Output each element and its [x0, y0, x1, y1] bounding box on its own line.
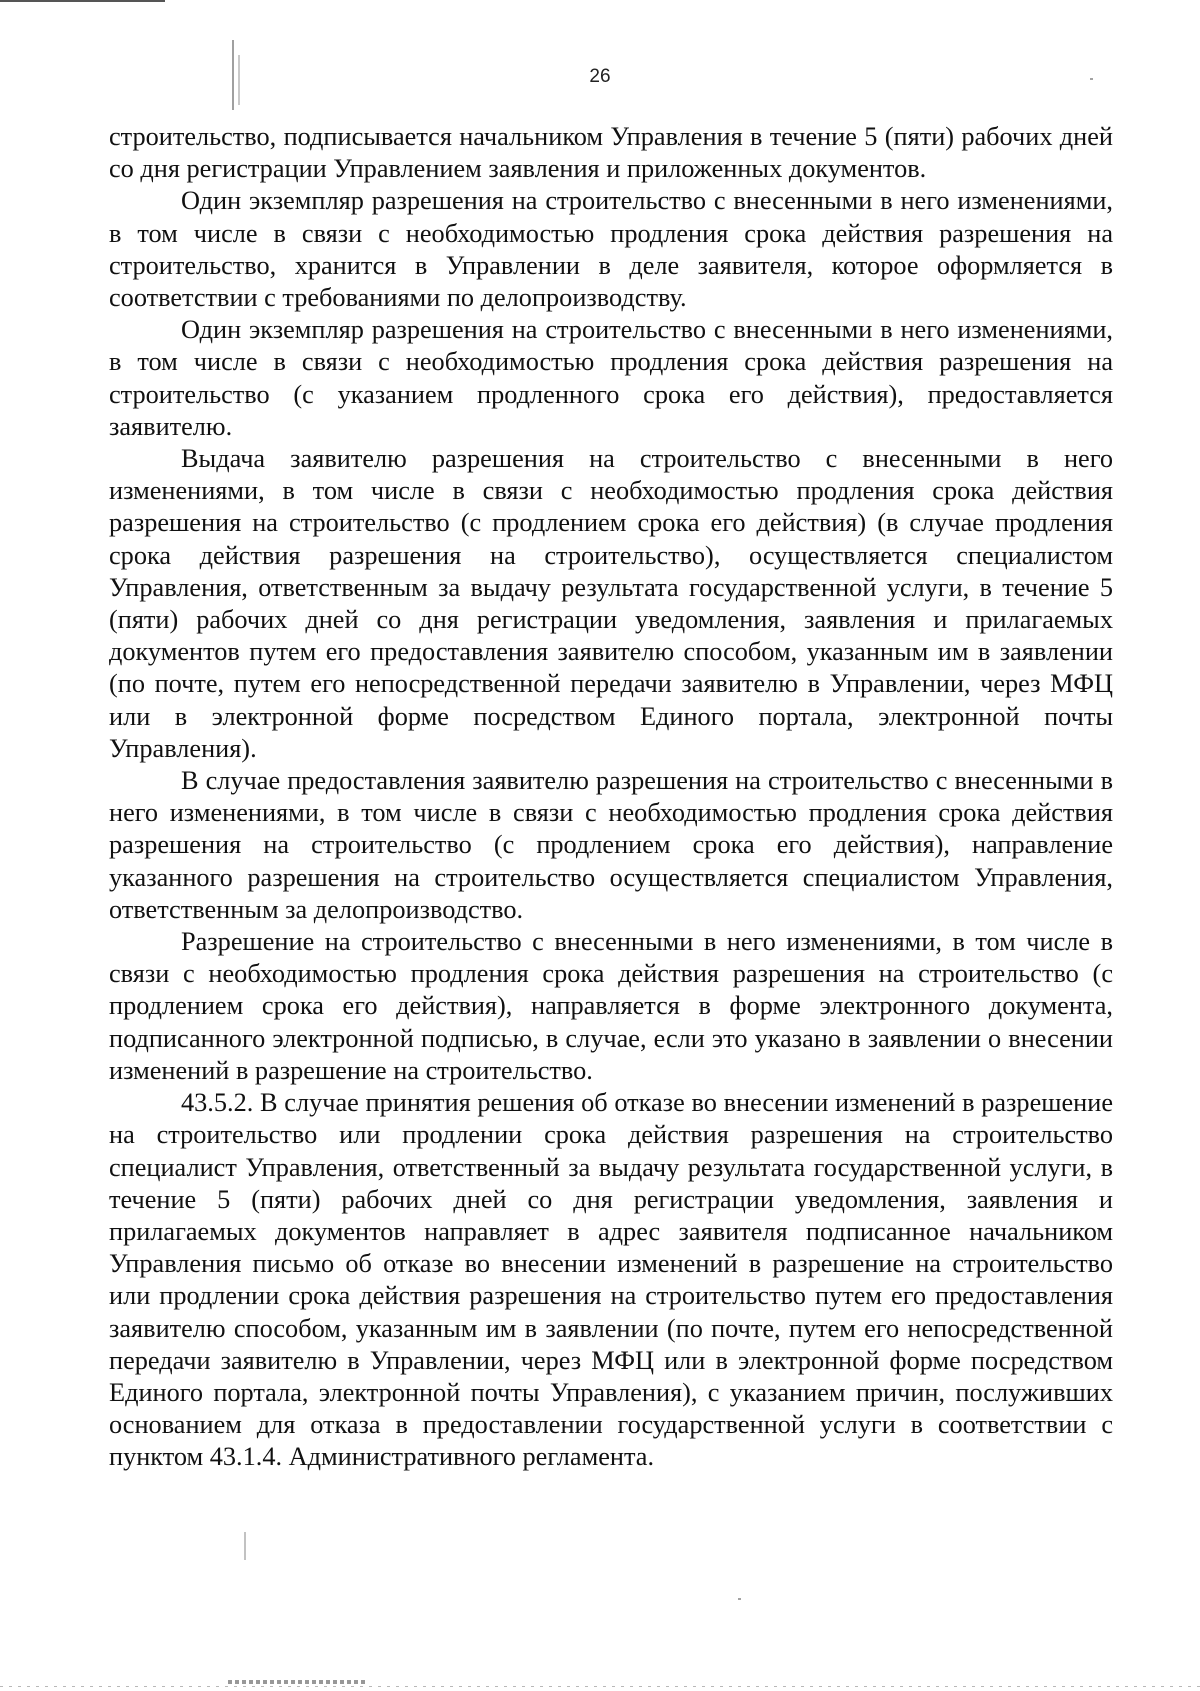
- paragraph: Разрешение на строительство с внесенными в него изменениями, в том числе в связи с необходимостью продления срока действия разрешения на строительство (с продлением срока его действия), направляется в форме электронного документа, подписанного электронной подписью, в случае, если это указано в заявлении о внесении изменений в разрешение на строительство.: [109, 927, 1113, 1085]
- scan-artifact-line: [0, 0, 165, 2]
- scan-artifact-line: [0, 1686, 1200, 1687]
- paragraph: 43.5.2. В случае принятия решения об отказе во внесении изменений в разрешение на строительство или продлении срока действия разрешения на строительство специалист Управления, ответственный за выдачу результата государственной услуги, в течение 5 (пяти) рабочих дней со дня регистрации уведомления, заявления и прилагаемых документов направляет в адрес заявителя подписанное начальником Управления письмо об отказе во внесении изменений в разрешение на строительство или продлении срока действия разрешения на строительство путем его предоставления заявителю способом, указанным им в заявлении (по почте, путем его непосредственной передачи заявителю в Управлении, через МФЦ или в электронной форме посредством Единого портала, электронной почты Управления), с указанием причин, послуживших основанием для отказа в предоставлении государственной услуги в соответствии с пунктом 43.1.4. Административного регламента.: [109, 1088, 1113, 1472]
- binding-mark: [238, 55, 240, 105]
- document-body: [109, 121, 1113, 1474]
- paragraph: Один экземпляр разрешения на строительство с внесенными в него изменениями, в том числе в связи с необходимостью продления срока действия разрешения на строительство, хранится в Управлении в деле заявителя, которое оформляется в соответствии с требованиями по делопроизводству.: [109, 186, 1113, 313]
- paragraph: строительство, подписывается начальником Управления в течение 5 (пяти) рабочих дней со дня регистрации Управлением заявления и приложенных документов.: [109, 122, 1113, 184]
- paragraph: Выдача заявителю разрешения на строительство с внесенными в него изменениями, в том числе в связи с необходимостью продления срока действия разрешения на строительство (с продлением срока его действия) (в случае продления срока действия разрешения на строительство), осуществляется специалистом Управления, ответственным за выдачу результата государственной услуги, в течение 5 (пяти) рабочих дней со дня регистрации уведомления, заявления и прилагаемых документов путем его предоставления заявителю способом, указанным им в заявлении (по почте, путем его непосредственной передачи заявителю в Управлении, через МФЦ или в электронной форме посредством Единого портала, электронной почты Управления).: [109, 444, 1113, 763]
- paragraph: В случае предоставления заявителю разрешения на строительство с внесенными в него изменениями, в том числе в связи с необходимостью продления срока действия разрешения на строительство (с продлением срока его действия), направление указанного разрешения на строительство осуществляется специалистом Управления, ответственным за делопроизводство.: [109, 766, 1113, 924]
- page-number: 26: [589, 66, 611, 87]
- binding-mark: [232, 40, 234, 110]
- scan-speck: [738, 1598, 741, 1600]
- scan-speck: [1090, 78, 1093, 80]
- paragraph: Один экземпляр разрешения на строительство с внесенными в него изменениями, в том числе в связи с необходимостью продления срока действия разрешения на строительство (с указанием продленного срока его действия), предоставляется заявителю.: [109, 315, 1113, 441]
- binding-mark: [244, 1532, 246, 1560]
- scan-artifact-smudge: [228, 1680, 368, 1684]
